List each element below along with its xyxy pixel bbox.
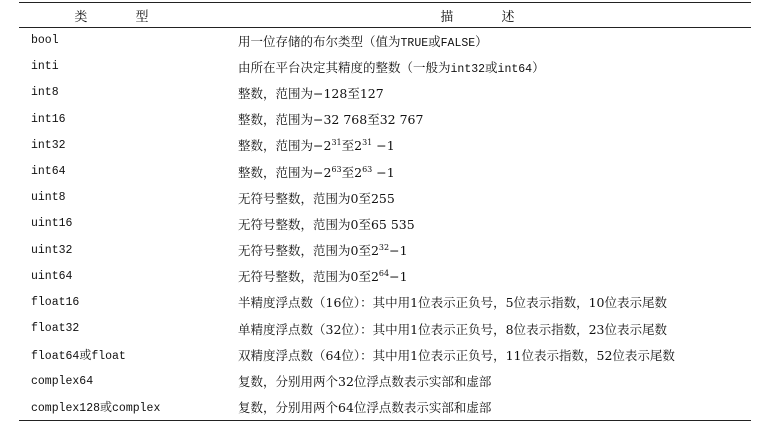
description-cell: 用一位存储的布尔类型（值为TRUE或FALSE）	[238, 33, 488, 50]
table-row	[19, 342, 751, 368]
table-row	[19, 394, 751, 420]
type-cell: uint8	[31, 191, 66, 205]
type-cell: inti	[31, 60, 59, 74]
description-cell: 单精度浮点数（32位）：其中用1位表示正负号，8位表示指数，23位表示尾数	[238, 321, 667, 337]
type-cell: int32	[31, 138, 66, 152]
table-row	[19, 80, 751, 106]
description-cell: 整数，范围为−128至127	[238, 85, 384, 101]
description-cell: 由所在平台决定其精度的整数（一般为int32或int64）	[238, 59, 545, 76]
type-cell: bool	[31, 34, 59, 48]
description-cell: 复数，分别用两个64位浮点数表示实部和虚部	[226, 394, 751, 420]
table-row	[19, 316, 751, 342]
type-cell: uint16	[31, 217, 73, 231]
table-row	[19, 289, 751, 315]
table-header-row	[19, 3, 751, 28]
header-type: 类 型	[19, 3, 226, 28]
header-description: 描 述	[226, 3, 751, 28]
type-cell: int8	[31, 86, 59, 100]
description-cell: 无符号整数，范围为0至255	[238, 190, 395, 206]
table-row	[19, 237, 751, 263]
description-cell: 整数，范围为−32 768至32 767	[238, 112, 424, 128]
type-cell: float64或float	[31, 348, 126, 364]
type-cell: complex128或complex	[19, 394, 226, 420]
type-cell: float16	[31, 295, 80, 309]
description-cell: 整数，范围为$-2^{63}$至$2^{63} -1$	[238, 164, 395, 180]
table-row	[19, 28, 751, 54]
table-row	[19, 368, 751, 394]
type-cell: uint64	[31, 269, 73, 283]
table-row	[19, 211, 751, 237]
description-cell: 复数，分别用两个32位浮点数表示实部和虚部	[238, 374, 492, 390]
table-row	[19, 263, 751, 289]
table-row	[19, 158, 751, 184]
description-cell: 无符号整数，范围为0至65 535	[238, 216, 415, 232]
type-cell: complex64	[31, 374, 94, 388]
data-type-table	[19, 2, 751, 421]
description-cell: 无符号整数，范围为0至$2^{32}-1$	[238, 243, 408, 259]
type-cell: uint32	[31, 243, 73, 257]
type-cell: int64	[31, 165, 66, 179]
type-cell: int16	[31, 112, 66, 126]
description-cell: 半精度浮点数（16位）：其中用1位表示正负号，5位表示指数，10位表示尾数	[238, 295, 667, 311]
description-cell: 双精度浮点数（64位）：其中用1位表示正负号，11位表示指数，52位表示尾数	[238, 347, 675, 363]
description-cell: 无符号整数，范围为0至$2^{64}-1$	[238, 269, 408, 285]
table-row	[19, 106, 751, 132]
table-row	[19, 54, 751, 80]
description-cell: 整数，范围为$-2^{31}$至$2^{31} -1$	[238, 138, 395, 154]
type-cell: float32	[31, 322, 80, 336]
table-row	[19, 132, 751, 158]
table-row	[19, 185, 751, 211]
